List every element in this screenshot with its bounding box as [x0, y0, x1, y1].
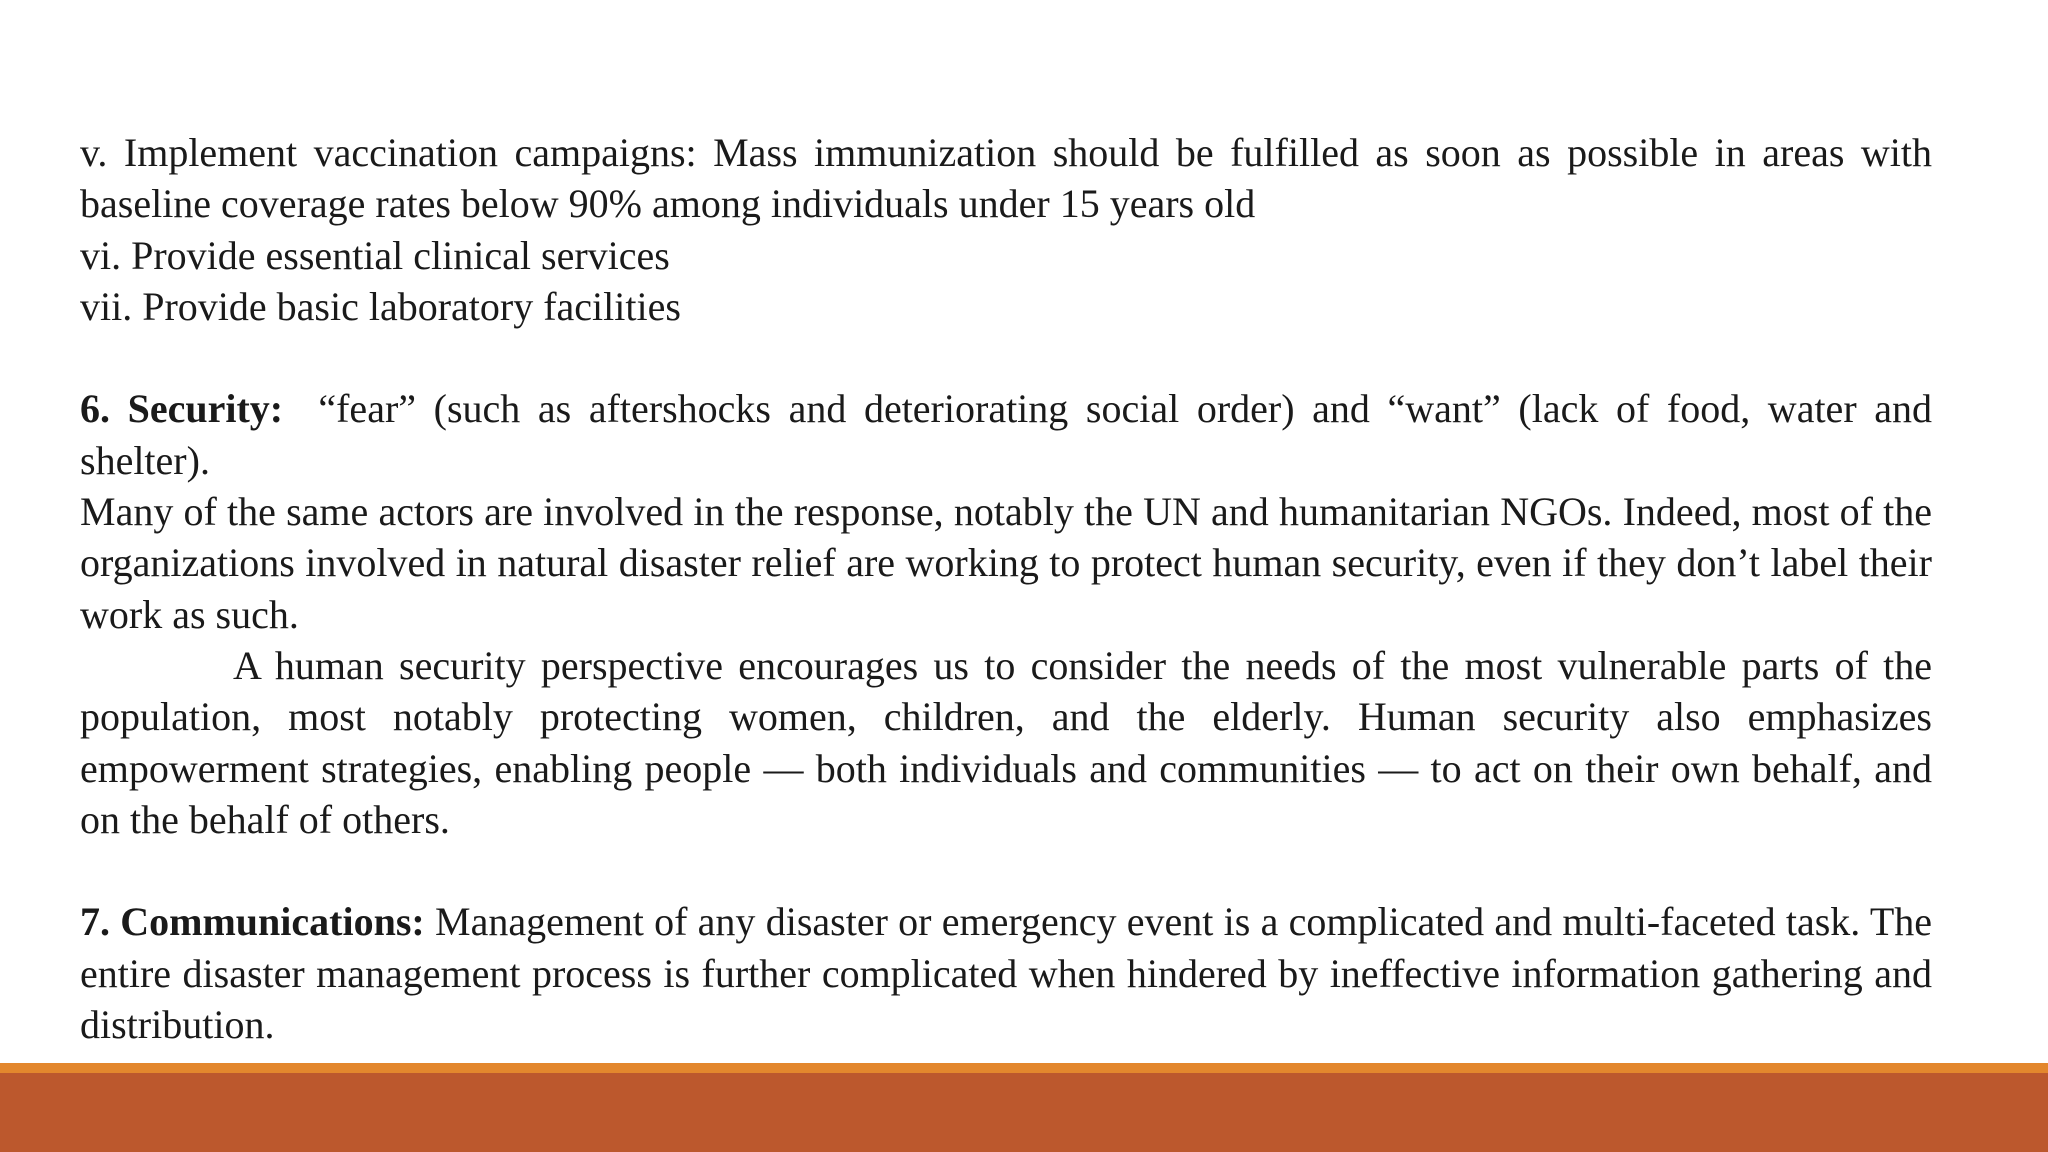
communications-section	[80, 896, 1932, 1050]
list-item-v: v. Implement vaccination campaigns: Mass immunization should be fulfilled as soon as possible in areas with baseline coverage rates below 90% among individuals under 15 years old	[80, 130, 1932, 227]
spacer	[80, 332, 1932, 383]
footer-accent-bar-thin	[0, 1063, 2048, 1073]
list-item-vii: vii. Provide basic laboratory facilities	[80, 283, 681, 329]
slide-body	[80, 127, 1932, 1050]
security-intro-text: “fear” (such as aftershocks and deteriorating social order) and “want” (lack of food, water and shelter).	[80, 386, 1932, 483]
list-item-vi: vi. Provide essential clinical services	[80, 232, 670, 278]
security-paragraph-2: A human security perspective encourages us to consider the needs of the most vulnerable parts of the population, most notably protecting women, children, and the elderly. Human security also emphasizes empowerment strategies, enabling people — both individuals and communities — to act on their own behalf, and on the behalf of others.	[80, 642, 1932, 842]
communications-heading: 7. Communications:	[80, 899, 425, 945]
communications-body: Management of any disaster or emergency event is a complicated and multi-faceted task. The entire disaster management process is further complicated when hindered by ineffective information gathering and distribution.	[80, 899, 1933, 1048]
footer-accent-bar-thick	[0, 1073, 2048, 1152]
security-heading: 6. Security:	[80, 386, 284, 432]
security-section-intro	[80, 383, 1932, 486]
spacer	[80, 845, 1932, 896]
security-paragraph-1: Many of the same actors are involved in the response, notably the UN and humanitarian NGOs. Indeed, most of the organizations involved in natural disaster relief are working to protect human security, even if they don’t label their work as such.	[80, 489, 1932, 637]
